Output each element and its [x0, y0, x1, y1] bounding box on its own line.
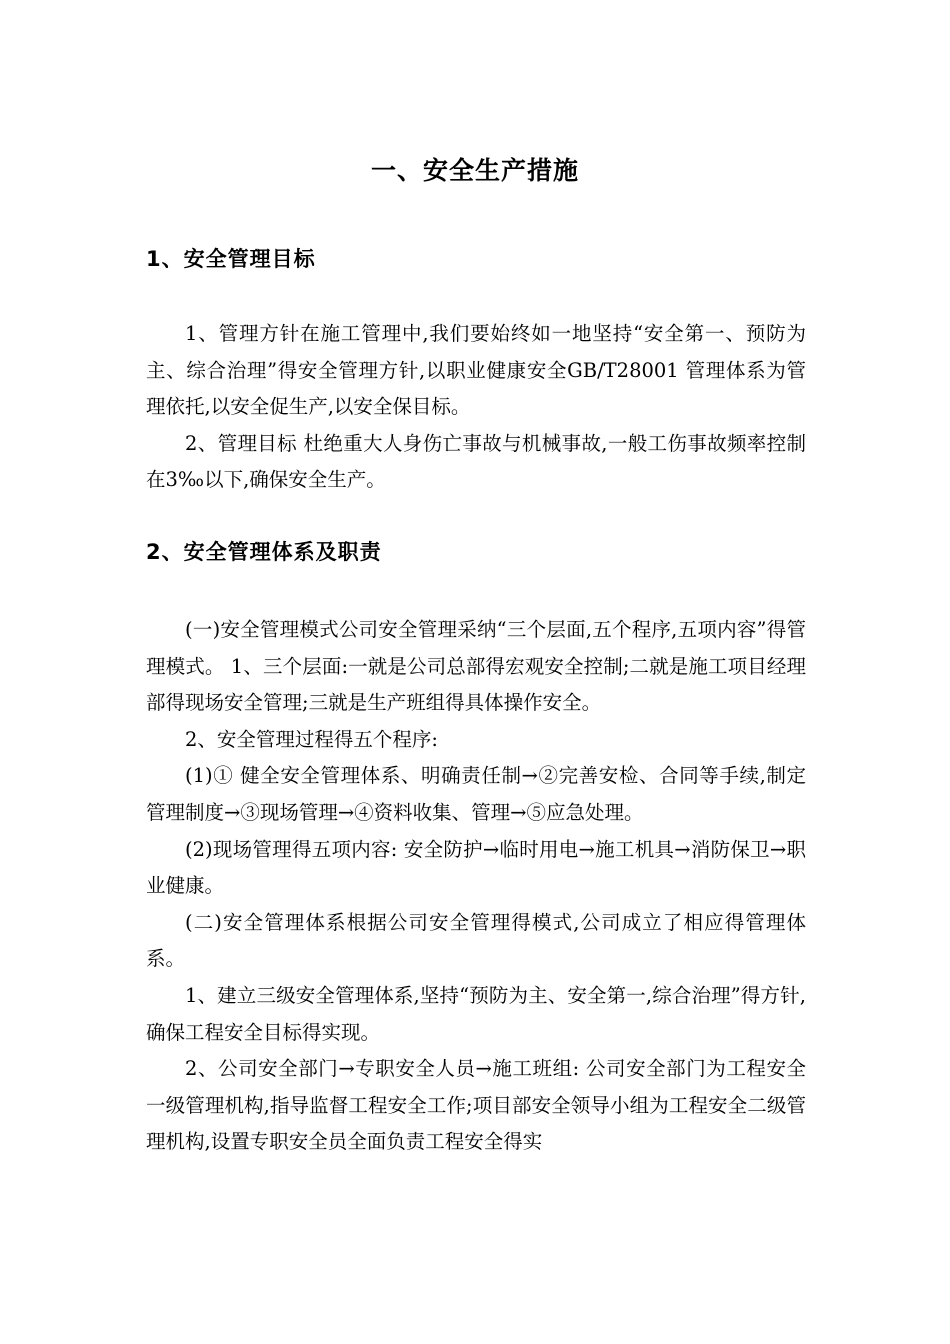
section-heading-safety-system: 2、安全管理体系及职责 [146, 540, 382, 564]
document-title: 一、安全生产措施 [370, 156, 579, 185]
paragraph: 2、安全管理过程得五个程序: [185, 727, 438, 751]
paragraph: (1)① 健全安全管理体系、明确责任制→②完善安检、合同等手续,制定管理制度→③现场管理→④资料收集、管理→⑤应急处理。 [146, 764, 806, 824]
paragraph: (一)安全管理模式公司安全管理采纳“三个层面,五个程序,五项内容”得管理模式。 1、三个层面:一就是公司总部得宏观安全控制;二就是施工项目经理部得现场安全管理;三就是生产班组得具体操作安全。 [146, 618, 806, 715]
paragraph: 2、管理目标 杜绝重大人身伤亡事故与机械事故,一般工伤事故频率控制在3‰以下,确保安全生产。 [146, 431, 806, 492]
paragraph: (二)安全管理体系根据公司安全管理得模式,公司成立了相应得管理体系。 [146, 910, 806, 971]
paragraph: 1、管理方针在施工管理中,我们要始终如一地坚持“安全第一、预防为主、综合治理”得安全管理方针,以职业健康安全GB/T28001 管理体系为管理依托,以安全促生产,以安全保目标。 [146, 322, 806, 419]
paragraph: 2、公司安全部门→专职安全人员→施工班组: 公司安全部门为工程安全一级管理机构,指导监督工程安全工作;项目部安全领导小组为工程安全二级管理机构,设置专职安全员全面负责工程安全得实 [146, 1057, 806, 1154]
section-body-safety-system [146, 612, 806, 1161]
section-body-safety-goals [146, 316, 806, 499]
paragraph: (2)现场管理得五项内容: 安全防护→临时用电→施工机具→消防保卫→职业健康。 [146, 837, 806, 898]
paragraph: 1、建立三级安全管理体系,坚持“预防为主、安全第一,综合治理”得方针,确保工程安全目标得实现。 [146, 983, 806, 1044]
section-heading-safety-goals: 1、安全管理目标 [146, 247, 316, 271]
